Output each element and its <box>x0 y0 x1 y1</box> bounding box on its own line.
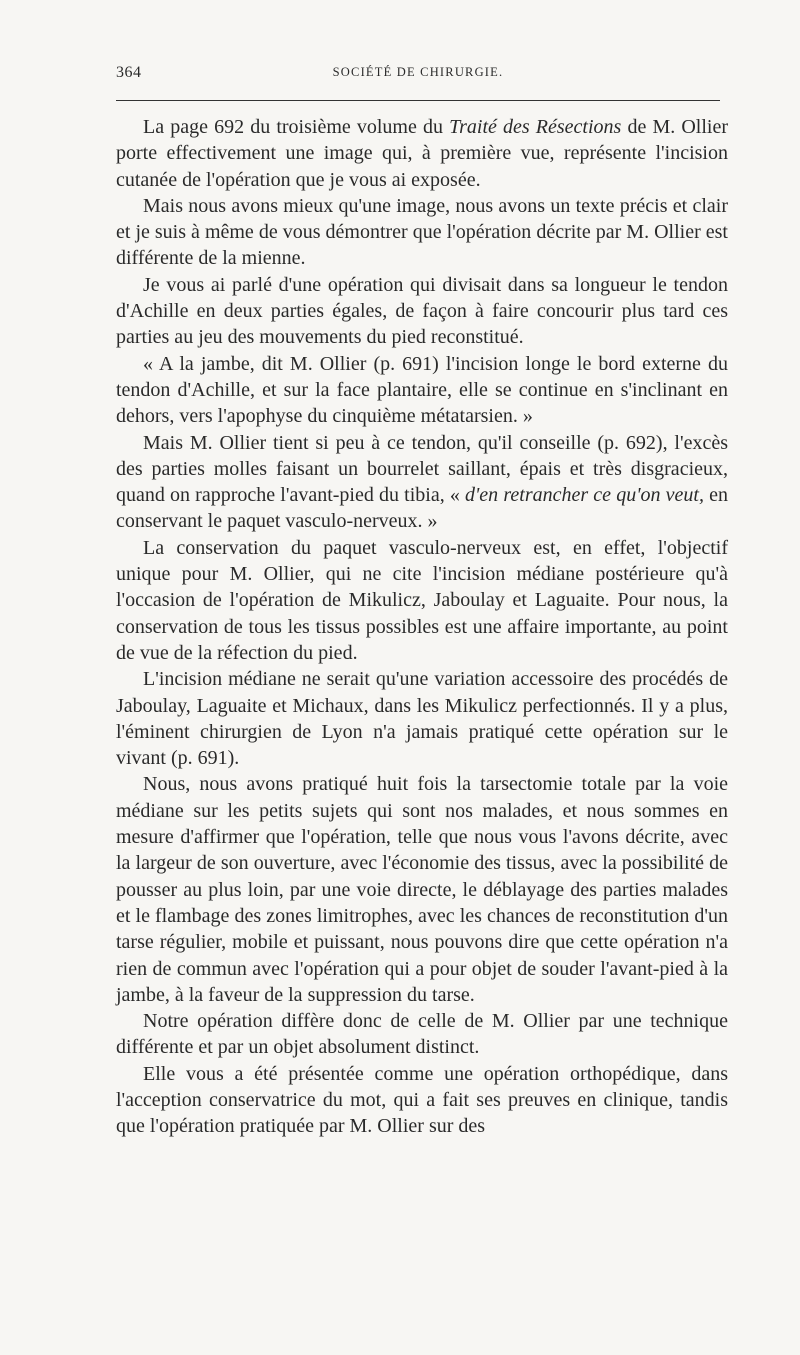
paragraph: Elle vous a été présentée comme une opération orthopédique, dans l'acception conservatrice du mot, qui a fait ses preuves en clinique, tandis que l'opération pratiquée par M. Ollier sur des <box>116 1062 728 1138</box>
paragraph: La page 692 du troisième volume du Traité des Résections de M. Ollier porte effectivement une image qui, à première vue, représente l'incision cutanée de l'opération que je vous ai exposée. <box>116 116 729 191</box>
paragraph: Mais nous avons mieux qu'une image, nous avons un texte précis et clair et je suis à même de vous démontrer que l'opération décrite par M. Ollier est différente de la mienne. <box>116 194 728 270</box>
paragraph: Notre opération diffère donc de celle de M. Ollier par une technique différente et par un objet absolument distinct. <box>116 1010 728 1059</box>
paragraph: Nous, nous avons pratiqué huit fois la tarsectomie totale par la voie médiane sur les petits sujets qui sont nos malades, et nous sommes en mesure d'affirmer que l'opération, telle que nous vous l'avons décrite, avec la largeur de son ouverture, avec l'économie des tissus, avec la possibilité de pousser au plus loin, par une voie directe, le déblayage des parties malades et le flambage des zones limitrophes, avec les chances de reconstitution d'un tarse régulier, mobile et puissant, nous pouvons dire que cette opération n'a rien de commun avec l'opération qui a pour objet de souder l'avant-pied à la jambe, à la faveur de la suppression du tarse. <box>116 773 728 1006</box>
paragraph: L'incision médiane ne serait qu'une variation accessoire des procédés de Jaboulay, Laguaite et Michaux, dans les Mikulicz perfectionnés. Il y a plus, l'éminent chirurgien de Lyon n'a jamais pratiqué cette opération sur le vivant (p. 691). <box>116 668 728 770</box>
running-title: SOCIÉTÉ DE CHIRURGIE. <box>332 65 504 79</box>
header-rule <box>116 100 720 101</box>
page-number: 364 <box>116 64 142 81</box>
paragraph: Je vous ai parlé d'une opération qui divisait dans sa longueur le tendon d'Achille en deux parties égales, de façon à faire concourir plus tard ces parties au jeu des mouvements du pied reconstitué. <box>116 273 728 349</box>
paragraph: Mais M. Ollier tient si peu à ce tendon, qu'il conseille (p. 692), l'excès des parties molles faisant un bourrelet saillant, épais et très disgracieux, quand on rapproche l'avant-pied du tibia, « d'en retrancher ce qu'on veut, en conservant le paquet vasculo-nerveux. » <box>116 431 728 533</box>
paragraph: « A la jambe, dit M. Ollier (p. 691) l'incision longe le bord externe du tendon d'Achille, et sur la face plantaire, elle se continue en s'inclinant en dehors, vers l'apophyse du cinquième métatarsien. » <box>116 352 728 428</box>
paragraph: La conservation du paquet vasculo-nerveux est, en effet, l'objectif unique pour M. Ollier, qui ne cite l'incision médiane postérieure qu'à l'occasion de l'opération de Mikulicz, Jaboulay et Laguaite. Pour nous, la conservation de tous les tissus possibles est une affaire importante, au point de vue de la réfection du pied. <box>116 536 728 664</box>
page-header <box>116 64 720 88</box>
body-text <box>116 114 728 1140</box>
